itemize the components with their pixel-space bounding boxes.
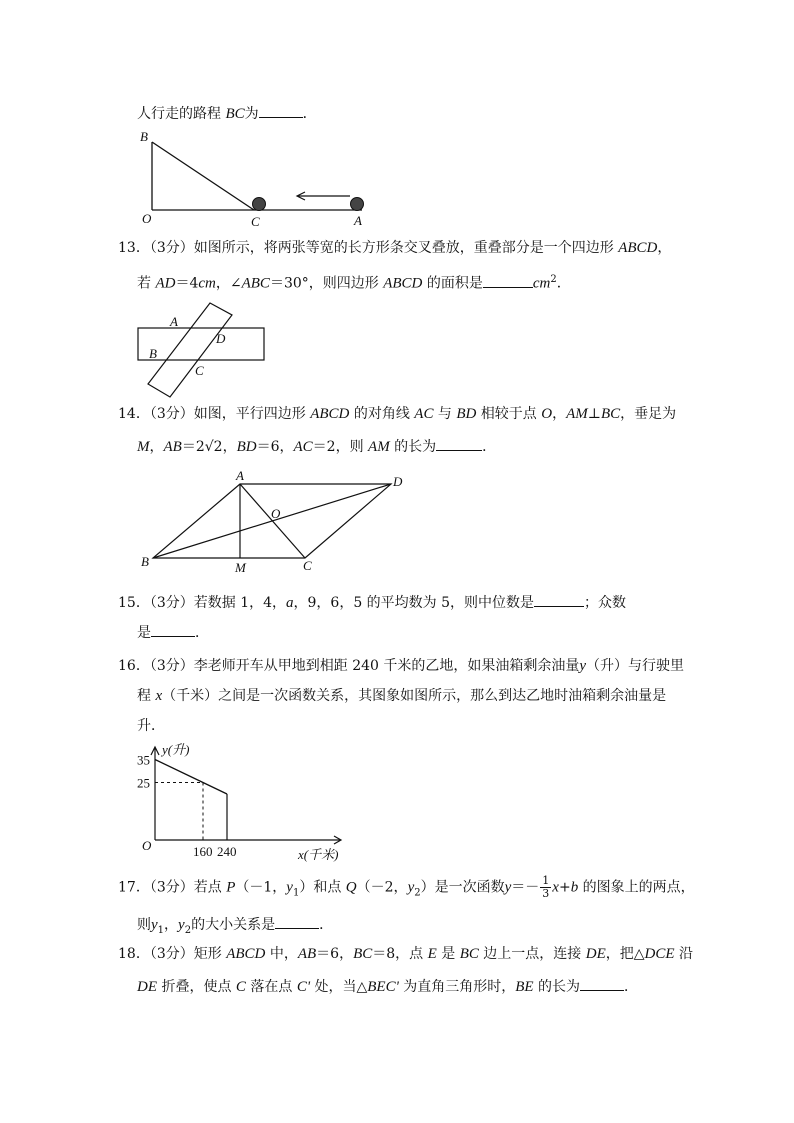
- q12-ball-a: [351, 198, 364, 211]
- q18-answer-blank[interactable]: [580, 976, 624, 991]
- q12-text: 人行走的路程: [137, 106, 226, 122]
- q18-t2: ABCD: [226, 946, 266, 962]
- q14-t3: 的对角线: [349, 406, 415, 422]
- q18-t7: ＝8，点: [372, 946, 428, 962]
- q18-u4: 落在点: [245, 979, 297, 995]
- q14-number: 14．: [118, 406, 150, 422]
- q17-plus: +: [558, 879, 571, 896]
- q18-t1: 矩形: [193, 946, 227, 962]
- q14-label-a: A: [236, 468, 244, 483]
- q13-line1: [118, 238, 671, 258]
- q15-median-blank[interactable]: [534, 592, 584, 607]
- q12-label-a: A: [354, 213, 362, 228]
- q17-number: 17．: [118, 879, 150, 896]
- q14-sqrt2: √2: [204, 439, 223, 455]
- q18-t5: ＝6，: [316, 946, 354, 962]
- q18-number: 18．: [118, 946, 150, 962]
- q13-t-f: ABC: [241, 275, 270, 292]
- q17-frac-den: 3: [542, 887, 550, 900]
- q17-y1: y: [286, 879, 293, 896]
- q13-text1: 如图所示，将两张等宽的长方形条交叉叠放，重叠部分是一个四边形: [193, 240, 619, 256]
- q17-comma: ，: [164, 917, 179, 933]
- q14-u2: ，: [149, 439, 164, 455]
- q17-sub2b: 2: [184, 924, 192, 936]
- q14-line1: [118, 404, 676, 424]
- q18-t3: 中，: [265, 946, 298, 962]
- q16-line3: [137, 716, 165, 736]
- q17-fb: b: [570, 879, 579, 896]
- q12-text-end: 为: [244, 106, 259, 122]
- q16-score: （3分）: [149, 658, 194, 674]
- q16-t3: 程: [137, 688, 156, 704]
- q18-u7: BEC': [367, 979, 399, 995]
- q12-figure: [130, 128, 380, 228]
- q13-number: 13．: [118, 240, 150, 256]
- q14-figure: [135, 466, 415, 581]
- q17-frac-num: 1: [542, 874, 550, 887]
- q17-point-q: Q: [345, 879, 357, 896]
- q14-t2: ABCD: [310, 406, 350, 422]
- q14-t13: ，垂足为: [620, 406, 677, 422]
- q13-t-e: ，∠: [215, 275, 242, 292]
- q14-u7: ＝6，: [256, 439, 294, 455]
- q13-text1-end: ，: [657, 240, 672, 256]
- q14-t10: AM: [566, 406, 588, 422]
- q18-u1: DE: [137, 979, 157, 995]
- q14-u5: ，: [222, 439, 237, 455]
- q17-t7: 则: [137, 917, 151, 933]
- q14-t6: BD: [456, 406, 477, 422]
- q18-u10: 的长为: [533, 979, 581, 995]
- q18-u9: BE: [515, 979, 534, 995]
- q12-tail-line: [137, 103, 317, 124]
- q12-label-b: B: [140, 129, 148, 144]
- q16-line2: [137, 686, 666, 706]
- q13-answer-blank[interactable]: [483, 273, 533, 288]
- q12-line-bc: [152, 142, 254, 210]
- q16-line-chart: [130, 740, 360, 865]
- q14-label-m: M: [235, 560, 246, 575]
- q15-line1: [118, 592, 626, 613]
- q13-t-h: ABCD: [383, 275, 423, 292]
- q17-t3: ）和点: [299, 879, 346, 896]
- q18-u3: C: [235, 979, 246, 995]
- q17-y2: y: [407, 879, 415, 896]
- q18-u5: C': [296, 979, 311, 995]
- q15-var-a: a: [286, 595, 294, 611]
- q16-t2: （升）与行驶里: [586, 658, 685, 674]
- q18-line1: [118, 944, 693, 964]
- q13-unit: cm: [532, 275, 551, 292]
- q14-label-c: C: [303, 558, 312, 573]
- q14-u1: M: [137, 439, 150, 455]
- q15-score: （3分）: [149, 595, 194, 611]
- q12-label-o: O: [142, 211, 152, 226]
- q12-ball-c: [253, 198, 266, 211]
- q14-t9: ，: [552, 406, 567, 422]
- q14-u6: BD: [236, 439, 257, 455]
- q14-t5: 与: [433, 406, 457, 422]
- q14-label-d: D: [393, 474, 403, 489]
- q18-t12: DE: [585, 946, 606, 962]
- q14-period: ．: [482, 439, 497, 455]
- q15-line2: [137, 622, 209, 643]
- q13-unit-sup: 2: [550, 274, 557, 285]
- q14-answer-blank[interactable]: [436, 436, 482, 451]
- q16-var-x: x: [155, 688, 163, 704]
- q17-sub2: 2: [414, 887, 421, 899]
- q17-sub1: 1: [292, 887, 300, 899]
- q18-line2: [137, 976, 638, 997]
- q15-period: ．: [195, 625, 209, 641]
- q14-u9: ＝2，则: [312, 439, 369, 455]
- q14-t11: ⊥: [587, 406, 601, 422]
- q14-u3: AB: [163, 439, 182, 455]
- q16-origin-label: O: [142, 838, 152, 853]
- q17-period: ．: [319, 917, 334, 933]
- q18-u8: 为直角三角形时，: [398, 979, 516, 995]
- q16-x-axis-label: x(千米): [298, 847, 339, 862]
- q13-slanted-strip: [148, 303, 232, 397]
- q15-mode-blank[interactable]: [151, 622, 195, 637]
- q14-u10: AM: [368, 439, 390, 455]
- q17-point-p: P: [226, 879, 236, 896]
- q14-u4: ＝2: [181, 439, 205, 455]
- q18-period: ．: [624, 979, 639, 995]
- q14-label-o: O: [271, 506, 281, 521]
- q17-score: （3分）: [149, 879, 194, 896]
- q13-var-abcd: ABCD: [618, 240, 658, 256]
- q14-u8: AC: [293, 439, 313, 455]
- q18-u2: 折叠，使点: [157, 979, 236, 995]
- q16-tick-y35: 35: [137, 752, 150, 768]
- q18-t13: ，把△: [605, 946, 645, 962]
- q16-tick-x240: 240: [217, 844, 237, 859]
- q18-score: （3分）: [149, 946, 194, 962]
- q14-t12: BC: [600, 406, 621, 422]
- q18-t14: DCE: [644, 946, 675, 962]
- q13-t-c: ＝4: [175, 275, 199, 292]
- q17-fraction: [540, 875, 551, 900]
- q13-label-b: B: [149, 346, 157, 361]
- q13-label-c: C: [195, 363, 204, 378]
- q17-t8: 的大小关系是: [191, 917, 276, 933]
- q14-t4: AC: [414, 406, 434, 422]
- q16-number: 16．: [118, 658, 150, 674]
- q18-u6: 处，当△: [310, 979, 368, 995]
- q17-t4: （－2，: [356, 879, 408, 896]
- q17-fx: x: [552, 879, 559, 896]
- q13-line2: [137, 270, 571, 294]
- q17-t5: ）是一次函数: [420, 879, 505, 896]
- q14-label-b: B: [141, 554, 149, 569]
- q16-t5: 升．: [137, 718, 165, 734]
- q17-t6: 的图象上的两点，: [578, 879, 695, 896]
- q17-t2: （－1，: [235, 879, 287, 896]
- q17-y2b: y: [178, 917, 185, 933]
- q14-t1: 如图，平行四边形: [193, 406, 311, 422]
- q16-t4: （千米）之间是一次函数关系，其图象如图所示，那么到达乙地时油箱剩余油量是: [162, 688, 667, 704]
- q13-label-d: D: [216, 331, 226, 346]
- q16-series-line: [155, 760, 227, 795]
- q16-tick-x160: 160: [193, 844, 213, 859]
- q12-label-c: C: [251, 214, 260, 229]
- q12-answer-blank[interactable]: [259, 103, 303, 118]
- q17-line1: [118, 875, 695, 903]
- q16-var-y: y: [579, 658, 587, 674]
- q17-y1b: y: [151, 917, 158, 933]
- q15-number: 15．: [118, 595, 150, 611]
- q18-t8: E: [427, 946, 437, 962]
- q17-sub1b: 1: [157, 924, 165, 936]
- q16-t1: 李老师开车从甲地到相距 240 千米的乙地，如果油箱剩余油量: [193, 658, 580, 674]
- q18-t11: 边上一点，连接: [478, 946, 586, 962]
- q18-t6: BC: [353, 946, 373, 962]
- q18-t10: BC: [459, 946, 479, 962]
- q15-t1: 若数据 1，4，: [193, 595, 287, 611]
- q14-score: （3分）: [149, 406, 194, 422]
- q13-t-a: 若: [137, 275, 156, 292]
- q18-t4: AB: [297, 946, 317, 962]
- q13-score: （3分）: [149, 240, 194, 256]
- q15-t2: ，9，6，5 的平均数为 5，则中位数是: [293, 595, 535, 611]
- q18-t9: 是: [436, 946, 460, 962]
- q17-eq: ＝－: [511, 879, 540, 896]
- q14-t7: 相较于点: [476, 406, 542, 422]
- q16-tick-y25: 25: [137, 775, 150, 791]
- q14-u11: 的长为: [389, 439, 437, 455]
- q12-period: ．: [302, 106, 317, 122]
- q14-t8: O: [541, 406, 553, 422]
- q13-t-i: 的面积是: [422, 275, 483, 292]
- q16-line1: [118, 656, 684, 676]
- q14-diagonal-bd: [153, 484, 391, 558]
- q16-y-axis-label: y(升): [162, 742, 190, 757]
- q13-t-b: AD: [155, 275, 176, 292]
- q17-answer-blank[interactable]: [275, 914, 319, 929]
- q17-t1: 若点: [193, 879, 227, 896]
- q15-t4: 是: [137, 625, 151, 641]
- q17-fy: y: [504, 879, 512, 896]
- q13-t-d: cm: [198, 275, 216, 292]
- q18-t15: 沿: [674, 946, 693, 962]
- q13-t-g: ＝30°，则四边形: [269, 275, 384, 292]
- q12-var-bc: BC: [225, 106, 245, 122]
- q13-period: ．: [556, 275, 571, 292]
- q14-line2: [137, 436, 496, 457]
- q17-line2: [137, 914, 333, 941]
- q13-figure: [130, 300, 280, 400]
- q15-t3: ；众数: [584, 595, 627, 611]
- q13-label-a: A: [170, 314, 178, 329]
